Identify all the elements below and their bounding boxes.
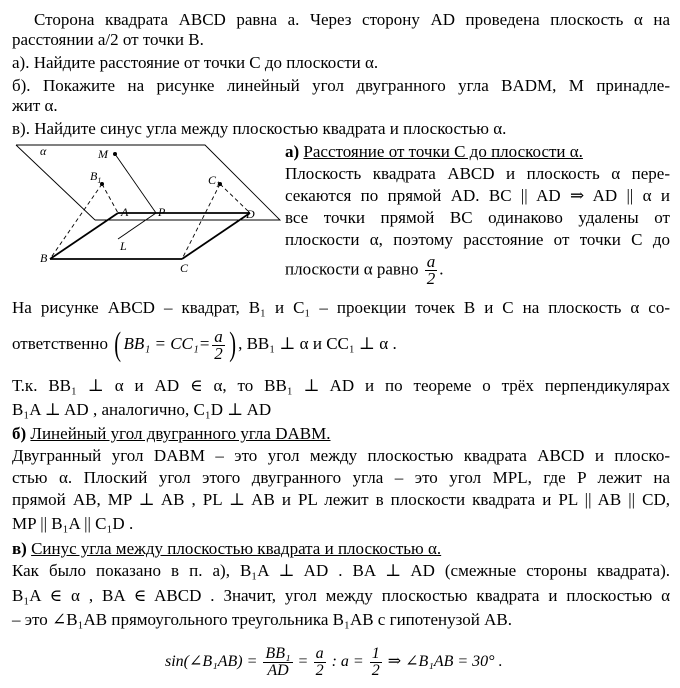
part-a-line-5-text: плоскости α равно (285, 259, 419, 279)
label-L: L (120, 239, 127, 253)
problem-line-6: в). Найдите синус угла между плоскостью квадрата и плоскостью α. (12, 119, 507, 138)
segment-BB1 (50, 184, 102, 259)
label-A: A (121, 205, 129, 219)
formula-mid: : a = (331, 653, 364, 671)
formula-frac-1 (263, 646, 292, 679)
label-B1 (90, 169, 101, 185)
label-B1-letter: B (90, 169, 98, 183)
proj-eq: BB₁ = CC₁= (123, 333, 211, 353)
formula-frac-3-den: 2 (371, 662, 380, 679)
tk-line-1: Т.к. BB₁ ⊥ α и AD ∈ α, то BB₁ ⊥ AD и по теореме о трёх перпендикулярах (12, 376, 670, 395)
proj-line-2 (12, 328, 670, 362)
part-a-line-4: плоскости α, поэтому расстояние от точки C до (285, 230, 670, 249)
proj-line-1: На рисунке ABCD – квадрат, B₁ и C₁ – проекции точек B и C на плоскость α со- (12, 298, 670, 317)
point-M (113, 152, 117, 156)
formula-frac-1-num: BB₁ (265, 645, 291, 662)
part-a-heading (285, 142, 670, 162)
part-b-heading (12, 424, 670, 444)
segment-CC1 (182, 184, 220, 259)
part-a-line-3: все точки прямой BC одинаково удалены от (285, 208, 670, 227)
formula-frac-1-den: AD (267, 662, 289, 679)
label-B1-sub: 1 (97, 176, 102, 185)
paren-close: ) (229, 326, 236, 363)
part-a-line-1: Плоскость квадрата ABCD и плоскость α пере- (285, 164, 670, 183)
proj-line-2-end: , BB₁ ⊥ α и CC₁ ⊥ α . (238, 333, 397, 353)
label-B: B (40, 251, 48, 265)
part-b-line-3: прямой AB, MP ⊥ AB , PL ⊥ AB и PL лежит в плоскости квадрата и PL || AB || CD, (12, 490, 670, 509)
part-b-line-2: стью α. Плоский угол этого двугранного угла – это угол MPL, где P лежит на (12, 468, 670, 487)
proj-fraction (212, 326, 225, 363)
part-a-end: . (439, 259, 444, 279)
part-c-heading-text: Синус угла между плоскостью квадрата и плоскостью α. (31, 539, 442, 558)
segment-B1A (102, 184, 118, 213)
formula-rhs: ⇒ ∠B₁AB = 30° . (387, 653, 503, 671)
part-a-fraction (425, 254, 438, 287)
label-P: P (158, 205, 166, 219)
part-a-line-5 (285, 254, 670, 287)
geometry-figure (10, 140, 285, 280)
tk-line-2: B₁A ⊥ AD , аналогично, C₁D ⊥ AD (12, 400, 272, 419)
part-c-line-1: Как было показано в п. а), B₁A ⊥ AD . BA ⊥ AD (смежные стороны квадрата). (12, 561, 670, 580)
part-b-heading-text: Линейный угол двугранного угла DABM. (30, 424, 331, 443)
label-alpha: α (40, 144, 47, 158)
proj-frac-num: a (214, 326, 223, 346)
formula-lhs: sin(∠B₁AB) = (165, 653, 258, 671)
part-a-frac-num: a (426, 252, 436, 271)
label-C1 (208, 173, 220, 189)
part-b-heading-num: б) (12, 424, 27, 443)
part-a-frac-den: 2 (426, 269, 436, 288)
part-c-heading (12, 539, 670, 559)
problem-line-4: б). Покажите на рисунке линейный угол двугранного угла BADM, M принадле- (12, 76, 670, 95)
segment-AB (50, 213, 118, 259)
label-D: D (246, 207, 255, 221)
problem-line-2: расстоянии a/2 от точки B. (12, 30, 204, 49)
part-a-line-2: секаются по прямой AD. BC || AD ⇒ AD || α и (285, 186, 670, 205)
formula-frac-3 (370, 646, 382, 679)
formula-frac-2 (314, 646, 326, 679)
formula-frac-3-num: 1 (371, 645, 380, 662)
part-b-line-1: Двугранный угол DABM – это угол между плоскостью квадрата ABCD и плоско- (12, 446, 670, 465)
formula-frac-2-num: a (315, 645, 324, 662)
plane-alpha-left-edge (16, 145, 95, 220)
label-M: M (98, 147, 108, 161)
part-a-heading-num: а) (285, 142, 300, 161)
part-c-heading-num: в) (12, 539, 27, 558)
proj-frac-den: 2 (214, 343, 223, 363)
part-c-line-2: B₁A ∈ α , BA ∈ ABCD . Значит, угол между плоскостью квадрата и плоскостью α (12, 586, 670, 605)
final-formula (165, 646, 670, 679)
part-c-line-3: – это ∠B₁AB прямоугольного треугольника B₁AB с гипотенузой AB. (12, 610, 512, 629)
label-C: C (180, 261, 189, 275)
label-C1-sub: 1 (216, 180, 221, 189)
formula-frac-2-den: 2 (315, 662, 324, 679)
problem-line-5: жит α. (12, 96, 58, 115)
formula-eq-1: = (298, 653, 308, 671)
part-a-heading-text: Расстояние от точки C до плоскости α. (303, 142, 583, 161)
proj-line-2-start: ответственно (12, 333, 108, 353)
paren-open: ( (114, 326, 122, 363)
problem-line-1: Сторона квадрата ABCD равна a. Через сторону AD проведена плоскость α на (34, 10, 670, 29)
problem-line-3: а). Найдите расстояние от точки C до плоскости α. (12, 53, 379, 72)
label-C1-letter: C (208, 173, 217, 187)
part-b-line-4: MP || B₁A || C₁D . (12, 514, 134, 533)
